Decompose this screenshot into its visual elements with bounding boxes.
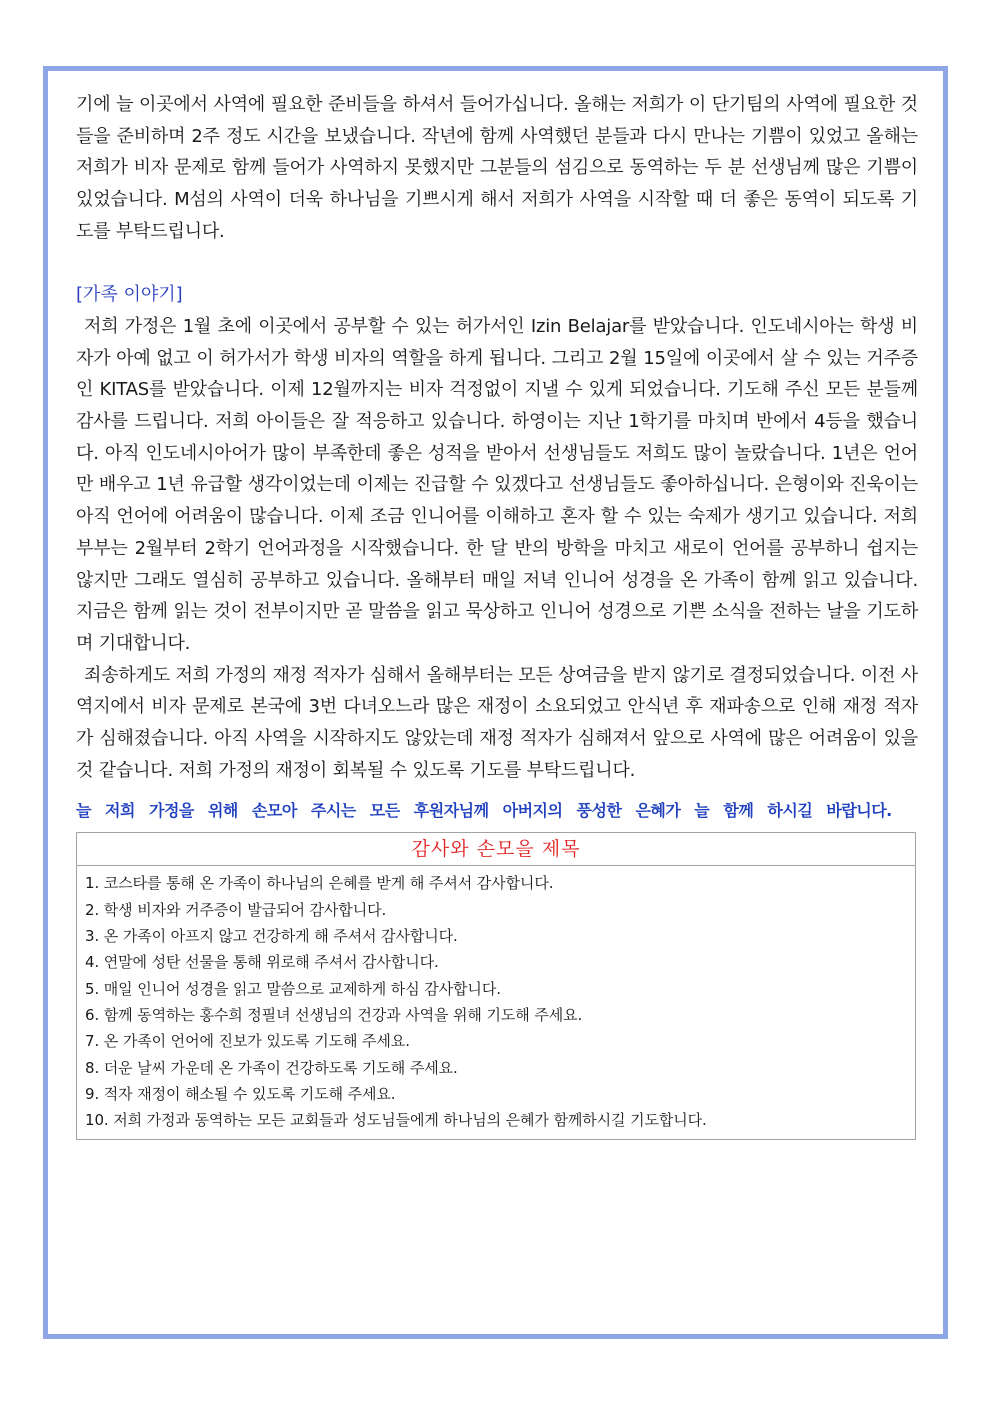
prayer-item: 4. 연말에 성탄 선물을 통해 위로해 주셔서 감사합니다. bbox=[85, 953, 439, 972]
family-section-title: [가족 이야기] bbox=[76, 284, 183, 306]
prayer-item: 6. 함께 동역하는 홍수희 정필녀 선생님의 건강과 사역을 위해 기도해 주세요. bbox=[85, 1005, 583, 1024]
page-frame bbox=[43, 66, 948, 1339]
letter-content bbox=[76, 89, 918, 1140]
prayer-requests-table bbox=[76, 832, 916, 1140]
prayer-item: 1. 코스타를 통해 온 가족이 하나님의 은혜를 받게 해 주셔서 감사합니다. bbox=[85, 874, 554, 893]
prayer-requests-title: 감사와 손모을 제목 bbox=[77, 833, 915, 866]
closing-blessing: 늘 저희 가정을 위해 손모아 주시는 모든 후원자님께 아버지의 풍성한 은혜가 늘 함께 하시길 바랍니다. bbox=[76, 801, 892, 821]
prayer-item: 9. 적자 재정이 해소될 수 있도록 기도해 주세요. bbox=[85, 1084, 396, 1103]
finance-paragraph: 죄송하게도 저희 가정의 재정 적자가 심해서 올해부터는 모든 상여금을 받지 않기로 결정되었습니다. 이전 사역지에서 비자 문제로 본국에 3번 다녀오느라 많은 재정이 소요되었고 안식년 후 재파송으로 인해 재정 적자가 심해졌습니다. 아직 사역을 시작하지도 않았는데 재정 적자가 심해져서 앞으로 사역에 많은 어려움이 있을 것 같습니다. 저희 가정의 재정이 회복될 수 있도록 기도를 부탁드립니다. bbox=[76, 664, 918, 781]
prayer-item: 7. 온 가족이 언어에 진보가 있도록 기도해 주세요. bbox=[85, 1032, 410, 1051]
prayer-requests-list bbox=[77, 866, 915, 1139]
paragraph-gap bbox=[76, 248, 918, 280]
family-paragraph: 저희 가정은 1월 초에 이곳에서 공부할 수 있는 허가서인 Izin Belajar를 받았습니다. 인도네시아는 학생 비자가 아예 없고 이 허가서가 학생 비자의 역할을 하게 됩니다. 그리고 2월 15일에 이곳에서 살 수 있는 거주증인 KITAS를 받았습니다. 이제 12월까지는 비자 걱정없이 지낼 수 있게 되었습니다. 기도해 주신 모든 분들께 감사를 드립니다. 저희 아이들은 잘 적응하고 있습니다. 하영이는 지난 1학기를 마치며 반에서 4등을 했습니다. 아직 인도네시아어가 많이 부족한데 좋은 성적을 받아서 선생님들도 저희도 많이 놀랐습니다. 1년은 언어만 배우고 1년 유급할 생각이었는데 이제는 진급할 수 있겠다고 선생님들도 좋아하십니다. 은형이와 진욱이는 아직 언어에 어려움이 많습니다. 이제 조금 인니어를 이해하고 혼자 할 수 있는 숙제가 생기고 있습니다. 저희 부부는 2월부터 2학기 언어과정을 시작했습니다. 한 달 반의 방학을 마치고 새로이 언어를 공부하니 쉽지는 않지만 그래도 열심히 공부하고 있습니다. 올해부터 매일 저녁 인니어 성경을 온 가족이 함께 읽고 있습니다. 지금은 함께 읽는 것이 전부이지만 곧 말씀을 읽고 묵상하고 인니어 성경으로 기쁜 소식을 전하는 날을 기도하며 기대합니다. bbox=[76, 315, 918, 654]
prayer-item: 5. 매일 인니어 성경을 읽고 말씀으로 교제하게 하심 감사합니다. bbox=[85, 979, 501, 998]
intro-paragraph: 기에 늘 이곳에서 사역에 필요한 준비들을 하셔서 들어가십니다. 올해는 저희가 이 단기팀의 사역에 필요한 것들을 준비하며 2주 정도 시간을 보냈습니다. 작년에 함께 사역했던 분들과 다시 만나는 기쁨이 있었고 올해는 저희가 비자 문제로 함께 들어가 사역하지 못했지만 그분들의 섬김으로 동역하는 두 분 선생님께 많은 기쁨이 있었습니다. M섬의 사역이 더욱 하나님을 기쁘시게 해서 저희가 사역을 시작할 때 더 좋은 동역이 되도록 기도를 부탁드립니다. bbox=[76, 94, 918, 242]
prayer-item: 2. 학생 비자와 거주증이 발급되어 감사합니다. bbox=[85, 900, 387, 919]
prayer-item: 3. 온 가족이 아프지 않고 건강하게 해 주셔서 감사합니다. bbox=[85, 927, 458, 946]
prayer-item: 8. 더운 날씨 가운데 온 가족이 건강하도록 기도해 주세요. bbox=[85, 1058, 458, 1077]
prayer-item: 10. 저희 가정과 동역하는 모든 교회들과 성도님들에게 하나님의 은혜가 함께하시길 기도합니다. bbox=[85, 1111, 707, 1130]
